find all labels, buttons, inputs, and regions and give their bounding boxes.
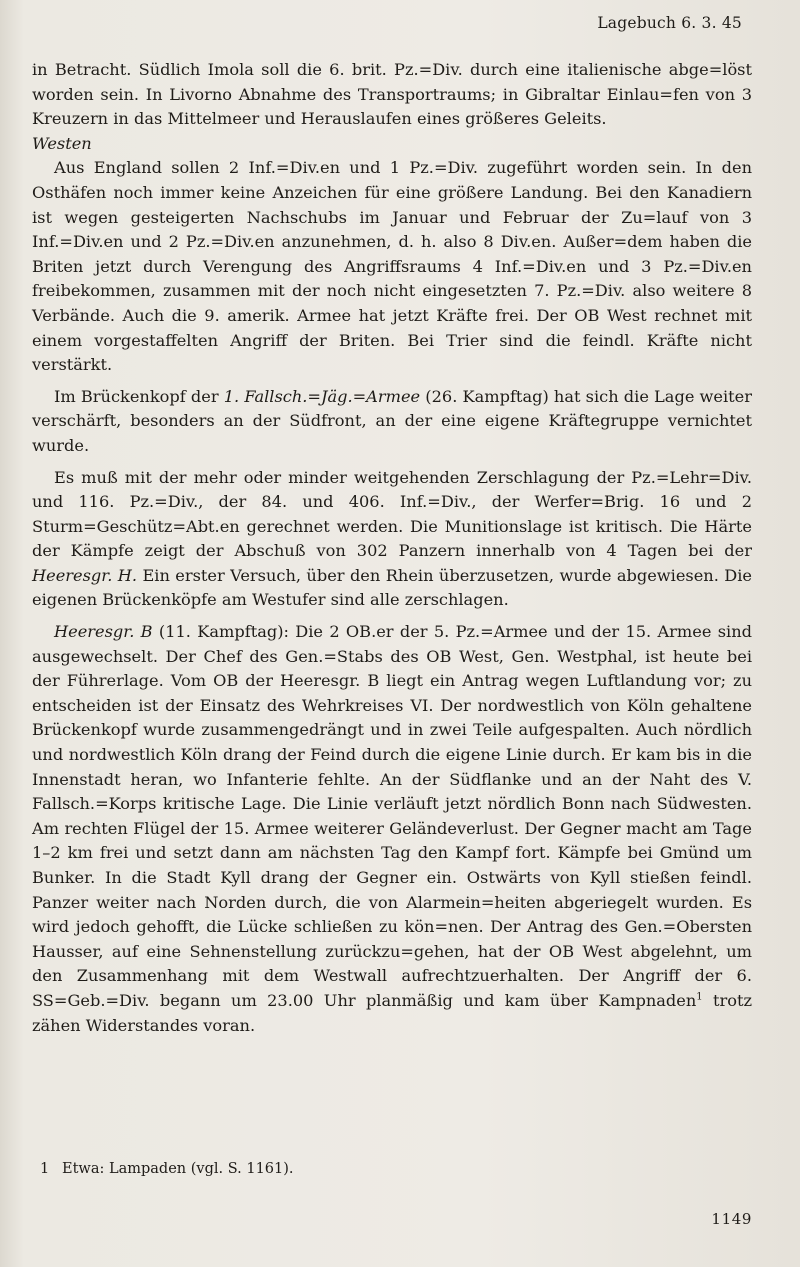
paragraph-2: Aus England sollen 2 Inf.=Div.en und 1 Pz.=Div. zugeführt worden sein. In den Osthäfen noch immer keine Anzeichen für eine größere Landung. Bei den Kanadiern ist wegen gesteigerten Nachschubs im Januar und Februar der Zu=lauf von 3 Inf.=Div.en und 2 Pz.=Div.en anzunehmen, d. h. also 8 Div.en. Außer=dem haben die Briten jetzt durch Verengung des Angriffsraums 4 Inf.=Div.en und 3 Pz.=Div.en freibekommen, zusammen mit der noch nicht eingesetzten 7. Pz.=Div. also weitere 8 Verbände. Auch die 9. amerik. Armee hat jetzt Kräfte frei. Der OB West rechnet mit einem vorgestaffelten Angriff der Briten. Bei Trier sind die feindl. Kräfte nicht verstärkt.	[32, 158, 752, 375]
page-number: 1149	[711, 1210, 752, 1228]
paragraph-3	[32, 385, 752, 459]
paragraph-4-unit: Heeresgr. H.	[32, 565, 138, 585]
paragraph-3-post: (26. Kampftag) hat sich die Lage weiter verschärft, besonders an der Südfront, an der eine eigene Kräftegruppe vernichtet wurde.	[32, 386, 752, 455]
paragraph-4	[32, 466, 752, 614]
running-head: Lagebuch 6. 3. 45	[597, 14, 742, 32]
footnote-text: Etwa: Lampaden (vgl. S. 1161).	[62, 1161, 294, 1177]
footnote-number: 1	[40, 1161, 50, 1177]
paragraph-5-main: (11. Kampftag): Die 2 OB.er der 5. Pz.=Armee und der 15. Armee sind ausgewechselt. Der Chef des Gen.=Stabs des OB West, Gen. Westphal, ist heute bei der Führerlage. Vom OB der Heeresgr. B liegt ein Antrag wegen Luftlandung vor; zu entscheiden ist der Einsatz des Wehrkreises VI. Der nordwestlich von Köln gehaltene Brückenkopf wurde zusammengedrängt und in zwei Teile aufgespalten. Auch nördlich und nordwestlich Köln drang der Feind durch die eigene Linie durch. Er kam bis in die Innenstadt heran, wo Infanterie fehlte. An der Südflanke und an der Naht des V. Fallsch.=Korps kritische Lage. Die Linie verläuft jetzt nördlich Bonn nach Südwesten. Am rechten Flügel der 15. Armee weiterer Geländeverlust. Der Gegner macht am Tage 1–2 km frei und setzt dann am nächsten Tag den Kampf fort. Kämpfe bei Gmünd um Bunker. In die Stadt Kyll drang der Gegner ein. Ostwärts von Kyll stießen feindl. Panzer weiter nach Norden durch, die von Alarmein=heiten abgeriegelt wurden. Es wird jedoch gehofft, die Lücke schließen zu kön=nen. Der Antrag des Gen.=Obersten Hausser, auf eine Sehnenstellung zurückzu=gehen, hat der OB West abgelehnt, um den Zusammenhang mit dem Westwall aufrechtzuerhalten. Der Angriff der 6. SS=Geb.=Div. begann um 23.00 Uhr planmäßig und kam über Kampnaden	[32, 622, 752, 1010]
body-text	[32, 58, 752, 1038]
paragraph-1: in Betracht. Südlich Imola soll die 6. brit. Pz.=Div. durch eine italienische abge=löst worden sein. In Livorno Abnahme des Transportraums; in Gibraltar Einlau=fen von 3 Kreuzern in das Mittelmeer und Herauslaufen eines größeres Geleits.	[32, 60, 752, 129]
paragraph-4-post: Ein erster Versuch, über den Rhein überzusetzen, wurde abgewiesen. Die eigenen Brückenköpfe am Westufer sind alle zerschlagen.	[32, 565, 752, 610]
paragraph-5-unit: Heeresgr. B	[54, 622, 153, 642]
footnote-reference[interactable]: 1	[696, 991, 703, 1003]
footnote	[40, 1158, 740, 1180]
paragraph-5	[32, 620, 752, 1038]
section-heading-westen: Westen	[32, 133, 92, 153]
paragraph-4-pre: Es muß mit der mehr oder minder weitgehenden Zerschlagung der Pz.=Lehr=Div. und 116. Pz.=Div., der 84. und 406. Inf.=Div., der Werfer=Brig. 16 und 2 Sturm=Geschütz=Abt.en gerechnet werden. Die Munitionslage ist kritisch. Die Härte der Kämpfe zeigt der Abschuß von 302 Panzern innerhalb von 4 Tagen bei der	[32, 467, 752, 561]
paragraph-5-post: trotz zähen Widerstandes voran.	[32, 990, 752, 1035]
paragraph-3-unit: 1. Fallsch.=Jäg.=Armee	[223, 386, 421, 406]
paragraph-3-pre: Im Brückenkopf der	[54, 386, 224, 406]
